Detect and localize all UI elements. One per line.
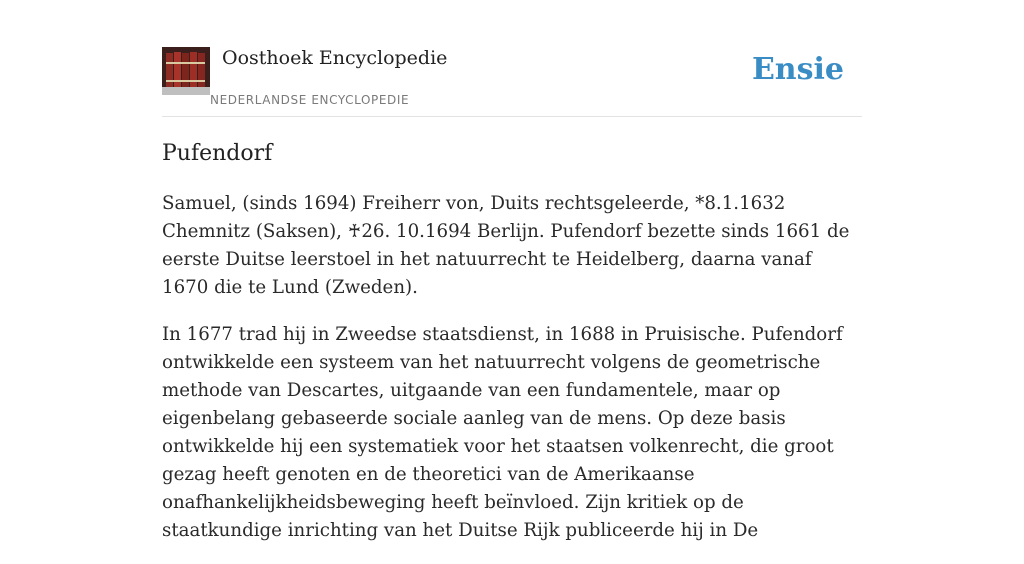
site-title[interactable]: Oosthoek Encyclopedie: [222, 47, 448, 69]
site-header: [162, 46, 862, 117]
site-subtitle: NEDERLANDSE ENCYCLOPEDIE: [210, 93, 410, 107]
article-title: Pufendorf: [162, 141, 273, 166]
brand-logo[interactable]: Ensie: [751, 52, 844, 87]
article-paragraph: Samuel, (sinds 1694) Freiherr von, Duits rechtsgeleerde, *8.1.1632 Chemnitz (Saksen), ♰26. 10.1694 Berlijn. Pufendorf bezette sinds 1661 de eerste Duitse leerstoel in het natuurrecht te Heidelberg, daarna vanaf 1670 die te Lund (Zweden).: [162, 193, 850, 298]
article: [162, 138, 862, 564]
article-paragraph: In 1677 trad hij in Zweedse staatsdienst, in 1688 in Pruisische. Pufendorf ontwikkelde een systeem van het natuurrecht volgens de geometrische methode van Descartes, uitgaande van een fundamentele, maar op eigenbelang gebaseerde sociale aanleg van de mens. Op deze basis ontwikkelde hij een systematiek voor het staatsen volkenrecht, die groot gezag heeft genoten en de theoretici van de Amerikaanse onafhankelijkheidsbeweging heeft beïnvloed. Zijn kritiek op de staatkundige inrichting van het Duitse Rijk publiceerde hij in De: [162, 324, 843, 541]
encyclopedia-books-icon[interactable]: [162, 47, 210, 95]
